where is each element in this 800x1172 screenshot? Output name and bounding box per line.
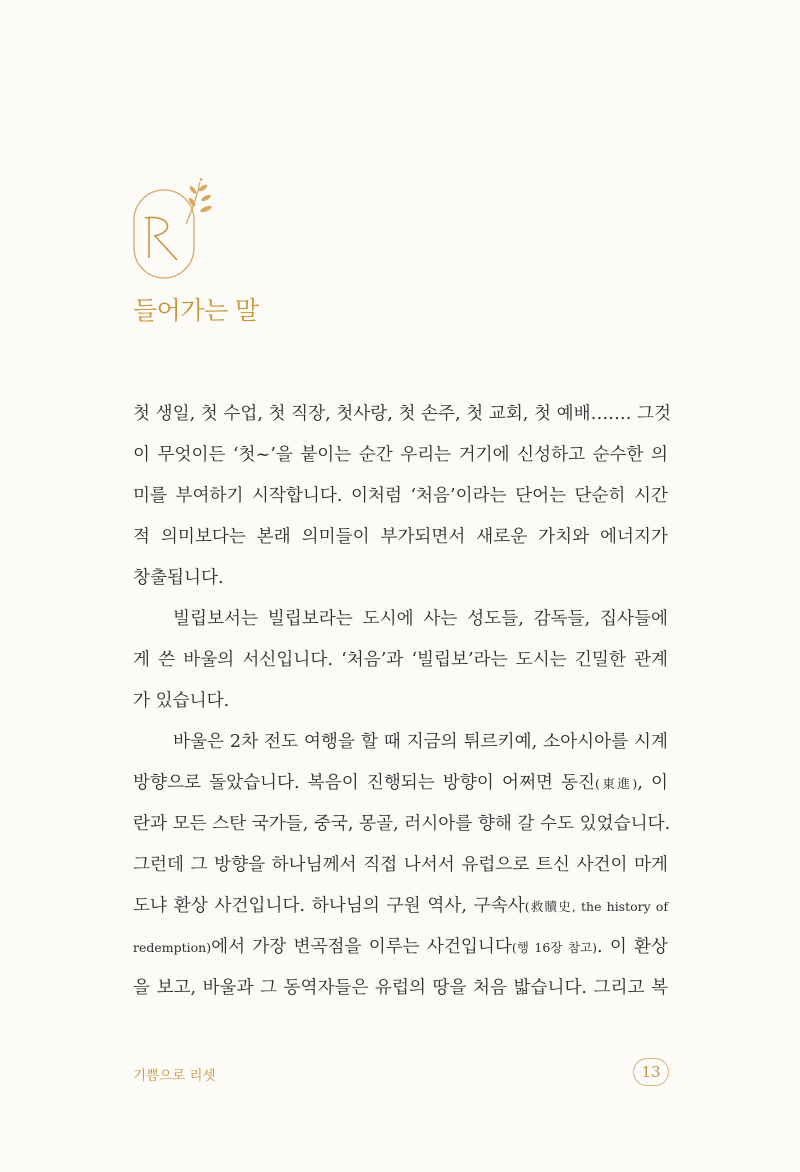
text-span: 이 무엇이든 ‘첫~’을 붙이는 순간 우리는 거기에 신성하고 순수한 의: [133, 445, 668, 465]
text-span: 가 있습니다.: [133, 691, 230, 711]
text-span: 방향으로 돌았습니다. 복음이 진행되는 방향이 어쩌면 동진: [133, 773, 596, 793]
text-line: [133, 927, 668, 968]
running-footer-book-title: 기쁨으로 리셋: [133, 1068, 216, 1084]
text-span: redemption): [133, 940, 212, 955]
text-span: 빌립보서는 빌립보라는 도시에 사는 성도들, 감독들, 집사들에: [173, 609, 668, 629]
text-span: (救贖史, the history of: [524, 899, 668, 914]
text-line: [133, 804, 671, 845]
text-line: [133, 968, 668, 1009]
text-line: [133, 763, 668, 804]
text-line: [133, 599, 668, 640]
text-line: [133, 435, 668, 476]
text-line: [133, 681, 668, 722]
text-line: [133, 558, 668, 599]
body-text: [133, 394, 671, 1009]
text-line: [133, 476, 668, 517]
text-span: . 이 환상: [597, 937, 669, 957]
text-span: 을 보고, 바울과 그 동역자들은 유럽의 땅을 처음 밟습니다. 그리고 복: [133, 978, 668, 998]
letter-r-leaf-emblem-icon: [130, 178, 220, 280]
text-span: 첫 생일, 첫 수업, 첫 직장, 첫사랑, 첫 손주, 첫 교회, 첫 예배……. 그것: [133, 404, 671, 424]
text-line: [133, 517, 668, 558]
text-span: 바울은 2차 전도 여행을 할 때 지금의 튀르키예, 소아시아를 시계: [173, 732, 668, 752]
text-span: (행 16장 참고): [511, 940, 598, 955]
text-line: [133, 722, 668, 763]
text-span: 그런데 그 방향을 하나님께서 직접 나서서 유럽으로 트신 사건이 마게: [133, 855, 668, 875]
text-span: 창출됩니다.: [133, 568, 224, 588]
text-span: 도냐 환상 사건입니다. 하나님의 구원 역사, 구속사: [133, 896, 525, 916]
text-line: [133, 845, 668, 886]
text-line: [133, 886, 668, 927]
text-span: (東進): [595, 776, 638, 791]
text-span: 란과 모든 스탄 국가들, 중국, 몽골, 러시아를 향해 갈 수도 있었습니다.: [133, 814, 671, 834]
text-line: [133, 394, 671, 435]
chapter-title: 들어가는 말: [133, 296, 259, 325]
text-span: 게 쓴 바울의 서신입니다. ‘처음’과 ‘빌립보’라는 도시는 긴밀한 관계: [133, 650, 668, 670]
page-number-badge: 13: [633, 1058, 669, 1086]
text-span: , 이: [637, 773, 668, 793]
text-line: [133, 640, 668, 681]
text-span: 에서 가장 변곡점을 이루는 사건입니다: [211, 937, 512, 957]
text-span: 미를 부여하기 시작합니다. 이처럼 ‘처음’이라는 단어는 단순히 시간: [133, 486, 668, 506]
text-span: 적 의미보다는 본래 의미들이 부가되면서 새로운 가치와 에너지가: [133, 527, 668, 547]
